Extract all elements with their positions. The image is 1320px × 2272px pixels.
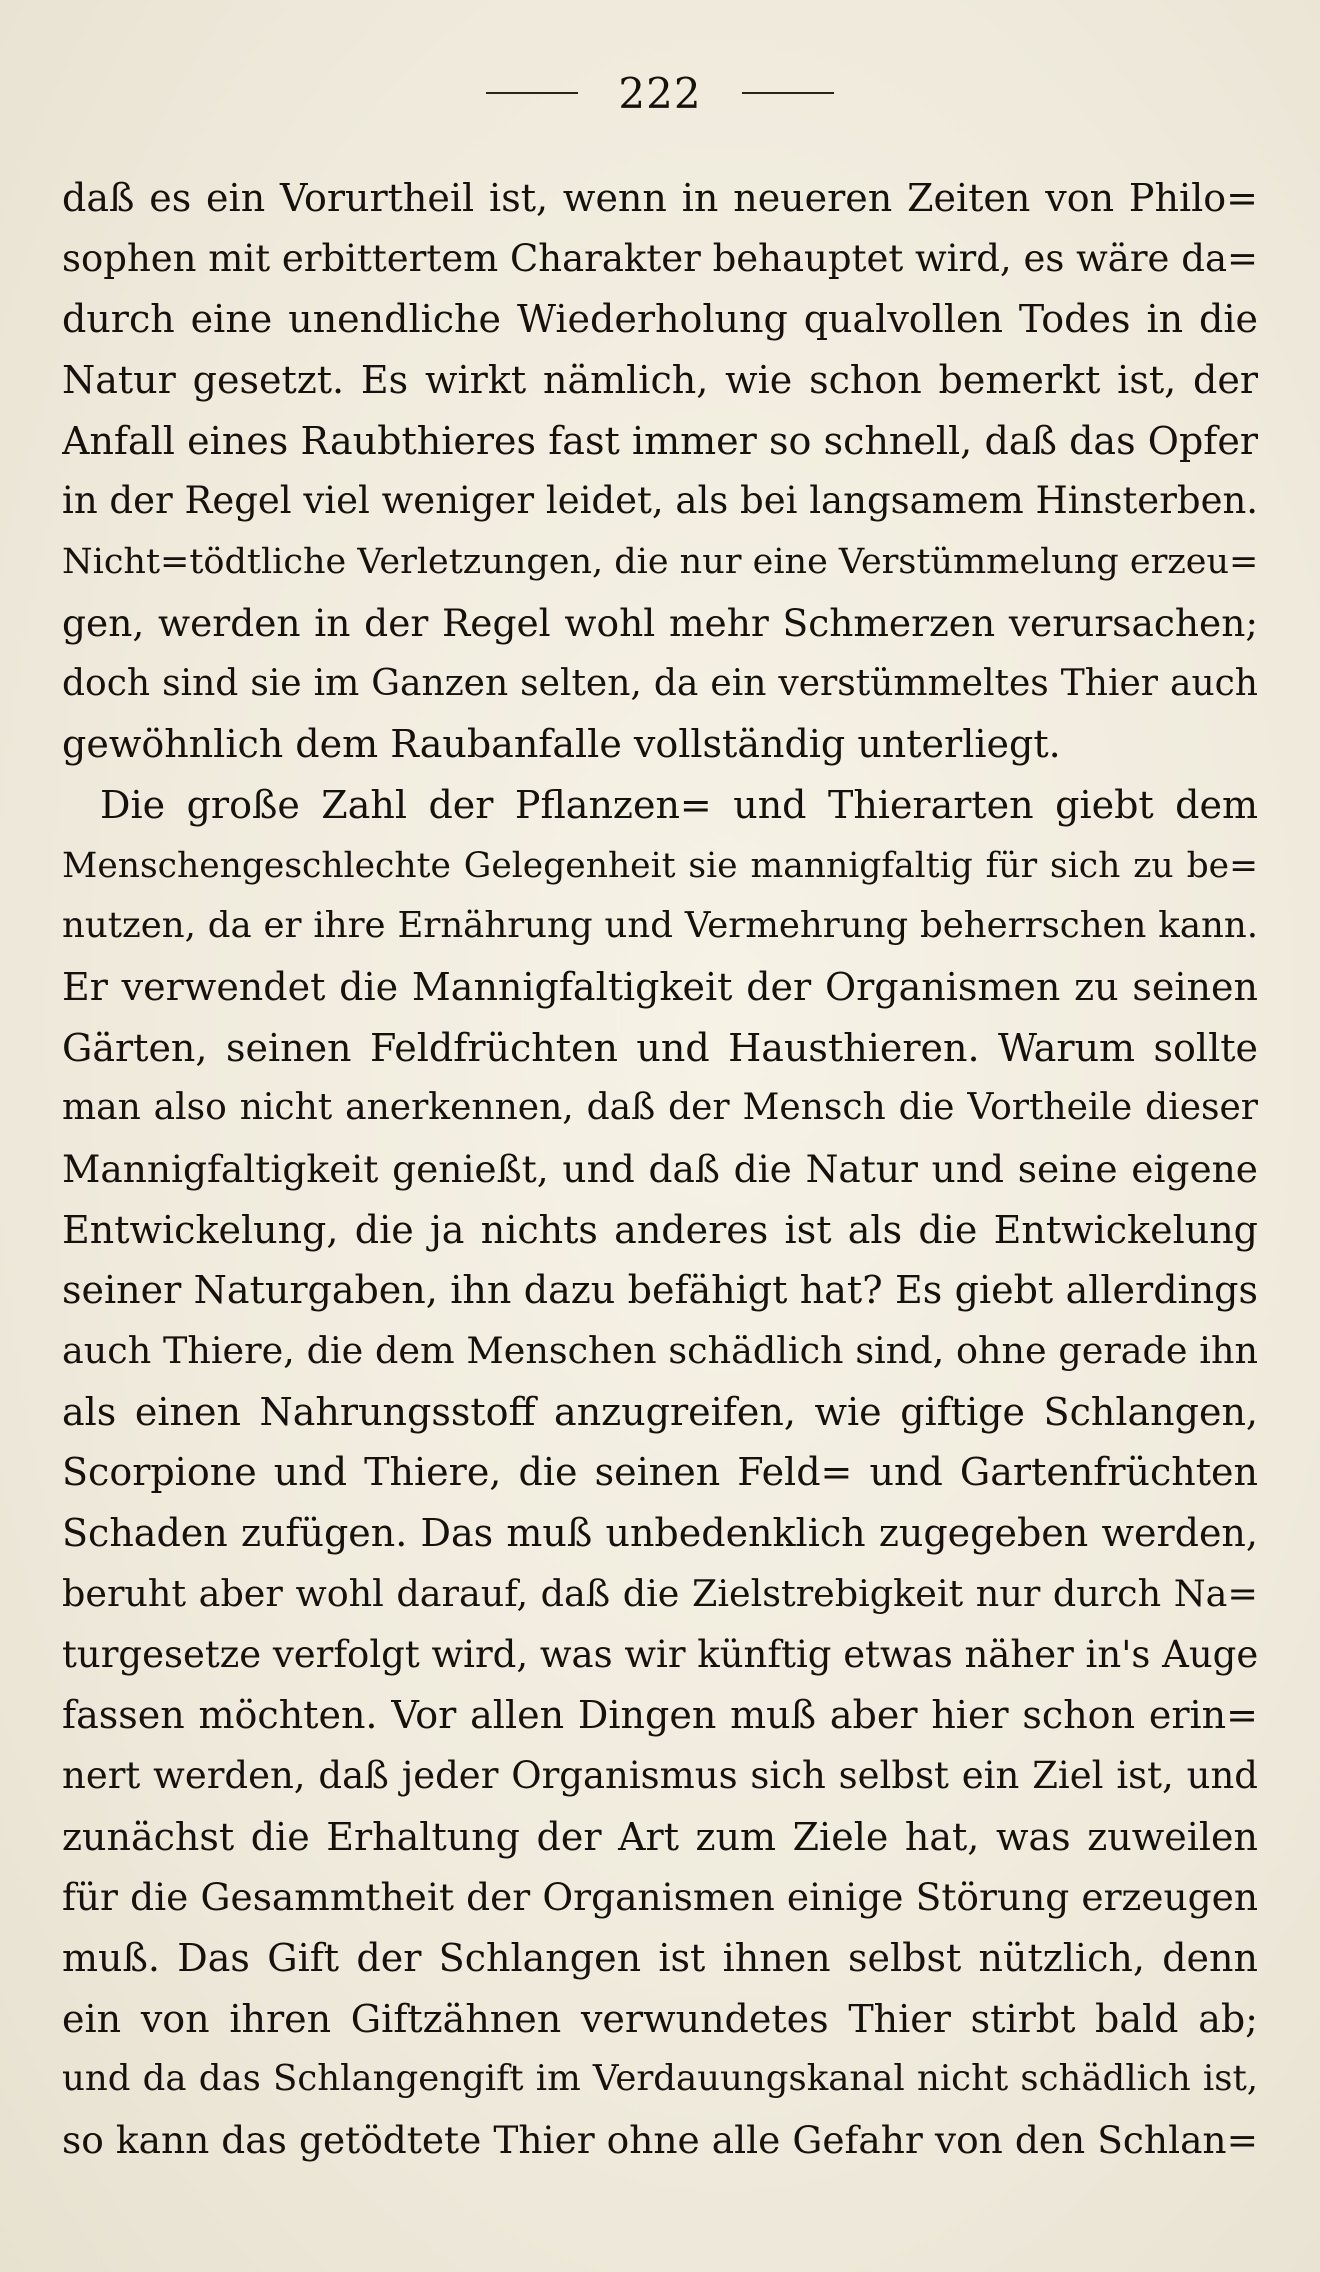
paragraph-start-line: Die große Zahl der Pflanzen= und Thierarten giebt dem: [100, 782, 1258, 827]
text-line: gen, werden in der Regel wohl mehr Schmerzen verursachen;: [62, 600, 1258, 645]
text-line: Entwickelung, die ja nichts anderes ist als die Entwickelung: [62, 1207, 1258, 1252]
text-line: auch Thiere, die dem Menschen schädlich sind, ohne gerade ihn: [62, 1329, 1258, 1373]
text-line: turgesetze verfolgt wird, was wir künftig etwas näher in's Auge: [62, 1632, 1258, 1676]
text-line: fassen möchten. Vor allen Dingen muß aber hier schon erin=: [62, 1693, 1258, 1738]
page-number: 222: [618, 68, 702, 118]
text-line: nutzen, da er ihre Ernährung und Vermehrung beherrschen kann.: [62, 905, 1258, 947]
text-line: muß. Das Gift der Schlangen ist ihnen selbst nützlich, denn: [62, 1935, 1258, 1980]
body-text: [62, 168, 1258, 2171]
header-rule-right: [742, 92, 834, 94]
text-line: Scorpione und Thiere, die seinen Feld= und Gartenfrüchten: [62, 1450, 1258, 1495]
text-line: als einen Nahrungsstoff anzugreifen, wie giftige Schlangen,: [62, 1389, 1258, 1434]
text-line: nert werden, daß jeder Organismus sich selbst ein Ziel ist, und: [62, 1753, 1258, 1797]
text-line: in der Regel viel weniger leidet, als bei langsamem Hinsterben.: [62, 479, 1258, 523]
text-line: Mannigfaltigkeit genießt, und daß die Natur und seine eigene: [62, 1147, 1258, 1191]
page-header: [0, 58, 1320, 128]
text-line: man also nicht anerkennen, daß der Mensch die Vortheile dieser: [62, 1087, 1258, 1129]
text-line: daß es ein Vorurtheil ist, wenn in neueren Zeiten von Philo=: [62, 176, 1258, 220]
text-line: zunächst die Erhaltung der Art zum Ziele hat, was zuweilen: [62, 1814, 1258, 1859]
text-line: Gärten, seinen Feldfrüchten und Hausthieren. Warum sollte: [62, 1025, 1258, 1070]
text-line: Er verwendet die Mannigfaltigkeit der Organismen zu seinen: [62, 964, 1258, 1009]
text-line: gewöhnlich dem Raubanfalle vollständig unterliegt.: [62, 722, 1061, 767]
text-line: Schaden zufügen. Das muß unbedenklich zugegeben werden,: [62, 1511, 1258, 1556]
text-line: durch eine unendliche Wiederholung qualvollen Todes in die: [62, 297, 1258, 342]
text-line: seiner Naturgaben, ihn dazu befähigt hat? Es giebt allerdings: [62, 1268, 1258, 1313]
text-line: ein von ihren Giftzähnen verwundetes Thier stirbt bald ab;: [62, 1996, 1258, 2041]
text-line: und da das Schlangengift im Verdauungskanal nicht schädlich ist,: [62, 2058, 1258, 2100]
text-line: so kann das getödtete Thier ohne alle Gefahr von den Schlan=: [62, 2118, 1258, 2162]
text-line: beruht aber wohl darauf, daß die Zielstrebigkeit nur durch Na=: [62, 1571, 1258, 1615]
text-line: doch sind sie im Ganzen selten, da ein verstümmeltes Thier auch: [62, 662, 1258, 704]
text-line: Anfall eines Raubthieres fast immer so schnell, daß das Opfer: [62, 418, 1258, 463]
text-line: Natur gesetzt. Es wirkt nämlich, wie schon bemerkt ist, der: [62, 358, 1258, 403]
text-line: sophen mit erbittertem Charakter behauptet wird, es wäre da=: [62, 236, 1258, 280]
text-line: für die Gesammtheit der Organismen einige Störung erzeugen: [62, 1875, 1258, 1920]
header-rule-left: [486, 92, 578, 94]
text-line: Nicht=tödtliche Verletzungen, die nur eine Verstümmelung erzeu=: [62, 542, 1258, 583]
text-line: Menschengeschlechte Gelegenheit sie mannigfaltig für sich zu be=: [62, 845, 1258, 886]
